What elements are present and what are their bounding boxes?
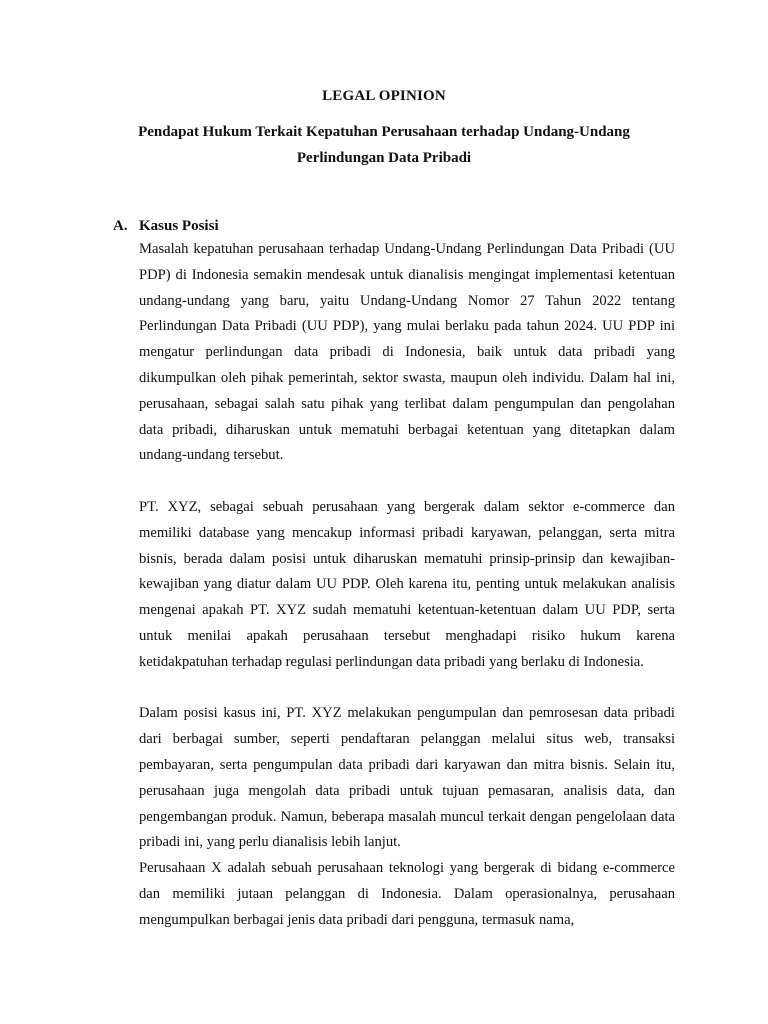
section-body	[139, 237, 675, 934]
document-subtitle: Pendapat Hukum Terkait Kepatuhan Perusahaan terhadap Undang-Undang Perlindungan Data Pribadi	[138, 124, 630, 166]
document-title: LEGAL OPINION	[322, 88, 446, 104]
paragraph: Perusahaan X adalah sebuah perusahaan teknologi yang bergerak di bidang e-commerce dan memiliki jutaan pelanggan di Indonesia. Dalam operasionalnya, perusahaan mengumpulkan berbagai jenis data pribadi dari pengguna, termasuk nama,	[139, 860, 675, 928]
paragraph: PT. XYZ, sebagai sebuah perusahaan yang bergerak dalam sektor e-commerce dan memiliki database yang mencakup informasi pribadi karyawan, pelanggan, serta mitra bisnis, berada dalam posisi untuk diharuskan mematuhi prinsip-prinsip dan kewajiban-kewajiban yang diatur dalam UU PDP. Oleh karena itu, penting untuk melakukan analisis mengenai apakah PT. XYZ sudah mematuhi ketentuan-ketentuan dalam UU PDP, serta untuk menilai apakah perusahaan tersebut menghadapi risiko hukum karena ketidakpatuhan terhadap regulasi perlindungan data pribadi yang berlaku di Indonesia.	[139, 498, 675, 670]
paragraph: Masalah kepatuhan perusahaan terhadap Undang-Undang Perlindungan Data Pribadi (UU PDP) di Indonesia semakin mendesak untuk dianalisis mengingat implementasi ketentuan undang-undang yang baru, yaitu Undang-Undang Nomor 27 Tahun 2022 tentang Perlindungan Data Pribadi (UU PDP), yang mulai berlaku pada tahun 2024. UU PDP ini mengatur perlindungan data pribadi di Indonesia, baik untuk data pribadi yang dikumpulkan oleh pihak pemerintah, sektor swasta, maupun oleh individu. Dalam hal ini, perusahaan, sebagai salah satu pihak yang terlibat dalam pengumpulan dan pengolahan data pribadi, diharuskan untuk mematuhi berbagai ketentuan yang ditetapkan dalam undang-undang tersebut.	[139, 241, 675, 464]
paragraph: Dalam posisi kasus ini, PT. XYZ melakukan pengumpulan dan pemrosesan data pribadi dari berbagai sumber, seperti pendaftaran pelanggan melalui situs web, transaksi pembayaran, serta pengumpulan data pribadi dari karyawan dan mitra bisnis. Selain itu, perusahaan juga mengolah data pribadi untuk tujuan pemasaran, analisis data, dan pengembangan produk. Namun, beberapa masalah muncul terkait dengan pengelolaan data pribadi ini, yang perlu dianalisis lebih lanjut.	[139, 705, 675, 851]
section-letter: A.	[113, 218, 128, 234]
section-heading	[113, 216, 219, 236]
section-heading-text: Kasus Posisi	[139, 218, 219, 234]
